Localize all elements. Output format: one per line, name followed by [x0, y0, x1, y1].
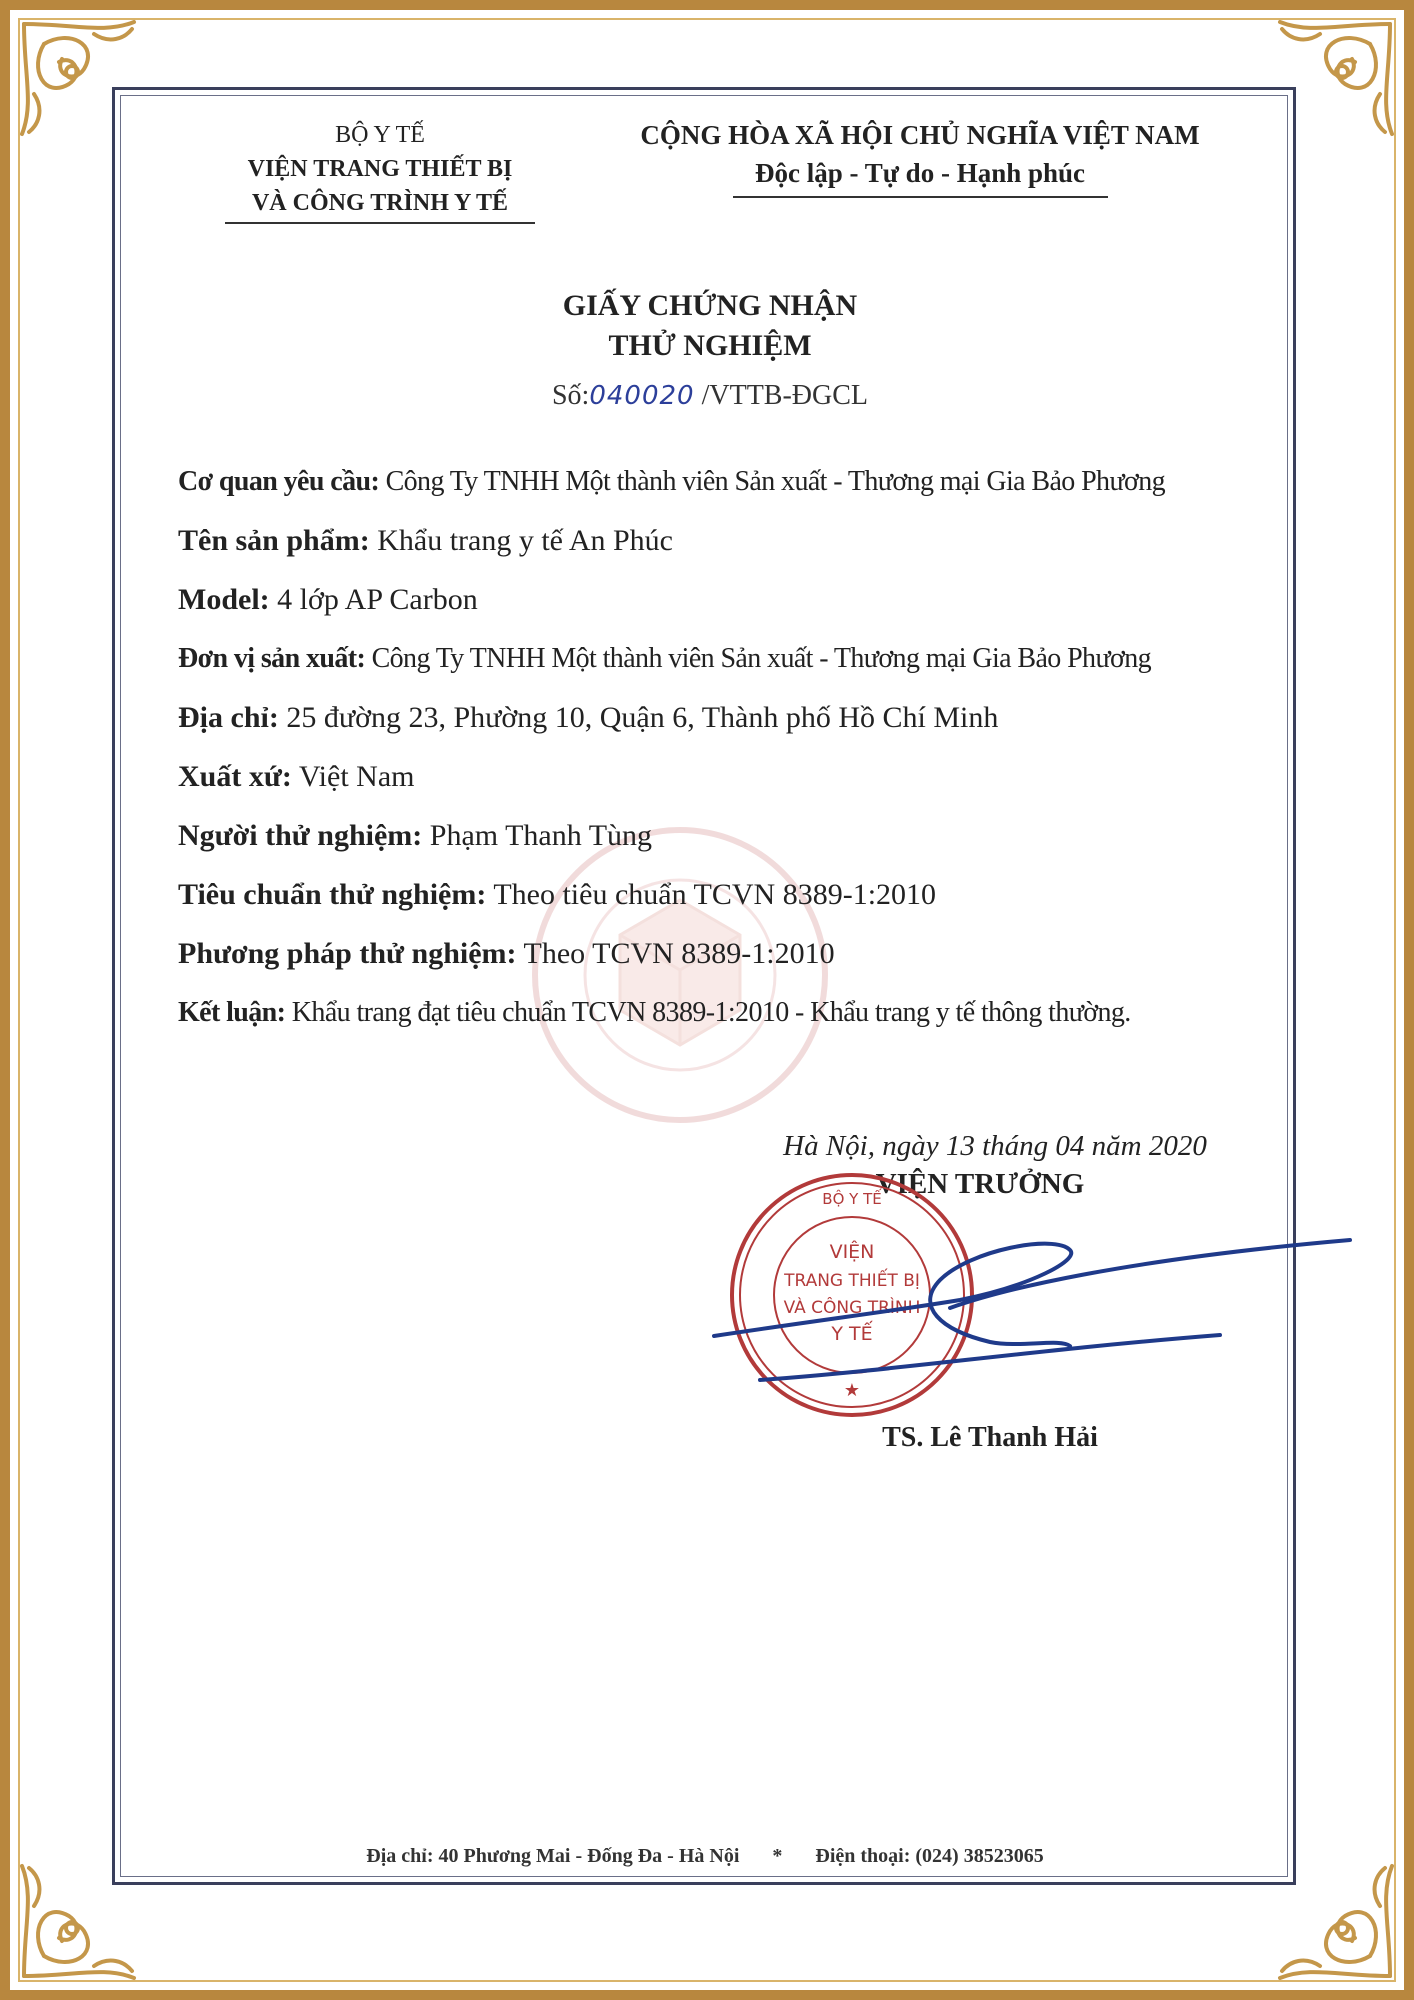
field-value: Công Ty TNHH Một thành viên Sản xuất - Thương mại Gia Bảo Phương [385, 466, 1166, 497]
field-address [178, 692, 1288, 751]
field-test-method [178, 928, 1288, 987]
national-motto: Độc lập - Tự do - Hạnh phúc [754, 158, 1086, 188]
country-name: CỘNG HÒA XÃ HỘI CHỦ NGHĨA VIỆT NAM [640, 120, 1200, 150]
field-model [178, 574, 1288, 633]
seal-line2: TRANG THIẾT BỊ [784, 1271, 920, 1291]
title-line2: THỬ NGHIỆM [608, 329, 812, 362]
field-value: Khẩu trang y tế An Phúc [377, 524, 673, 557]
field-value: Công Ty TNHH Một thành viên Sản xuất - Thương mại Gia Bảo Phương [371, 643, 1152, 674]
certificate-fields [178, 456, 1288, 1046]
field-value: Việt Nam [298, 760, 415, 793]
signer-position: VIỆN TRƯỞNG [875, 1168, 1085, 1200]
number-suffix: /VTTB-ĐGCL [701, 380, 869, 411]
footer-address: Địa chỉ: 40 Phương Mai - Đống Đa - Hà Nội [366, 1845, 740, 1867]
document-title [400, 286, 1020, 366]
field-tester [178, 810, 1288, 869]
field-label: Người thử nghiệm: [178, 819, 423, 852]
institute-name-line2: VÀ CÔNG TRÌNH Y TẾ [251, 190, 509, 216]
divider [225, 222, 535, 224]
field-product-name [178, 515, 1288, 574]
issue-date: Hà Nội, ngày 13 tháng 04 năm 2020 [783, 1130, 1207, 1162]
field-manufacturer [178, 633, 1288, 692]
field-value: Theo TCVN 8389-1:2010 [523, 937, 835, 970]
seal-line1: VIỆN [829, 1241, 875, 1263]
divider [733, 196, 1108, 198]
footer-phone: Điện thoại: (024) 38523065 [815, 1845, 1044, 1867]
number-handwritten: 040020 [589, 381, 695, 411]
field-label: Tiêu chuẩn thử nghiệm: [178, 878, 487, 911]
field-test-standard [178, 869, 1288, 928]
seal-ring-text: BỘ Y TẾ [822, 1190, 882, 1208]
field-label: Kết luận: [178, 997, 286, 1028]
field-label: Đơn vị sản xuất: [178, 643, 366, 674]
field-value: 4 lớp AP Carbon [277, 583, 478, 616]
field-value: 25 đường 23, Phường 10, Quận 6, Thành phố Hồ Chí Minh [286, 701, 999, 734]
issuing-organization [215, 118, 545, 224]
national-header [600, 116, 1240, 198]
field-label: Địa chỉ: [178, 701, 279, 734]
signer-name: TS. Lê Thanh Hải [882, 1422, 1098, 1453]
field-label: Phương pháp thử nghiệm: [178, 937, 517, 970]
number-prefix: Số: [551, 380, 590, 411]
institute-name-line1: VIỆN TRANG THIẾT BỊ [247, 156, 513, 182]
ministry-name: BỘ Y TẾ [335, 122, 425, 148]
field-label: Cơ quan yêu cầu: [178, 466, 380, 497]
field-conclusion [178, 987, 1288, 1046]
svg-text:★: ★ [843, 1380, 861, 1401]
footer-separator: * [772, 1845, 783, 1867]
field-label: Model: [178, 583, 270, 616]
field-label: Xuất xứ: [178, 760, 292, 793]
seal-line4: Y TẾ [831, 1323, 873, 1345]
certificate-number [400, 380, 1020, 412]
field-origin [178, 751, 1288, 810]
field-value: Khẩu trang đạt tiêu chuẩn TCVN 8389-1:2010 - Khẩu trang y tế thông thường. [291, 997, 1131, 1028]
seal-line3: VÀ CÔNG TRÌNH [783, 1298, 921, 1318]
field-value: Phạm Thanh Tùng [429, 819, 653, 852]
field-requesting-agency [178, 456, 1288, 515]
field-label: Tên sản phẩm: [178, 524, 370, 557]
handwritten-signature-icon [700, 1220, 1360, 1420]
footer-contact [200, 1845, 1210, 1868]
field-value: Theo tiêu chuẩn TCVN 8389-1:2010 [493, 878, 937, 911]
title-line1: GIẤY CHỨNG NHẬN [562, 289, 858, 322]
